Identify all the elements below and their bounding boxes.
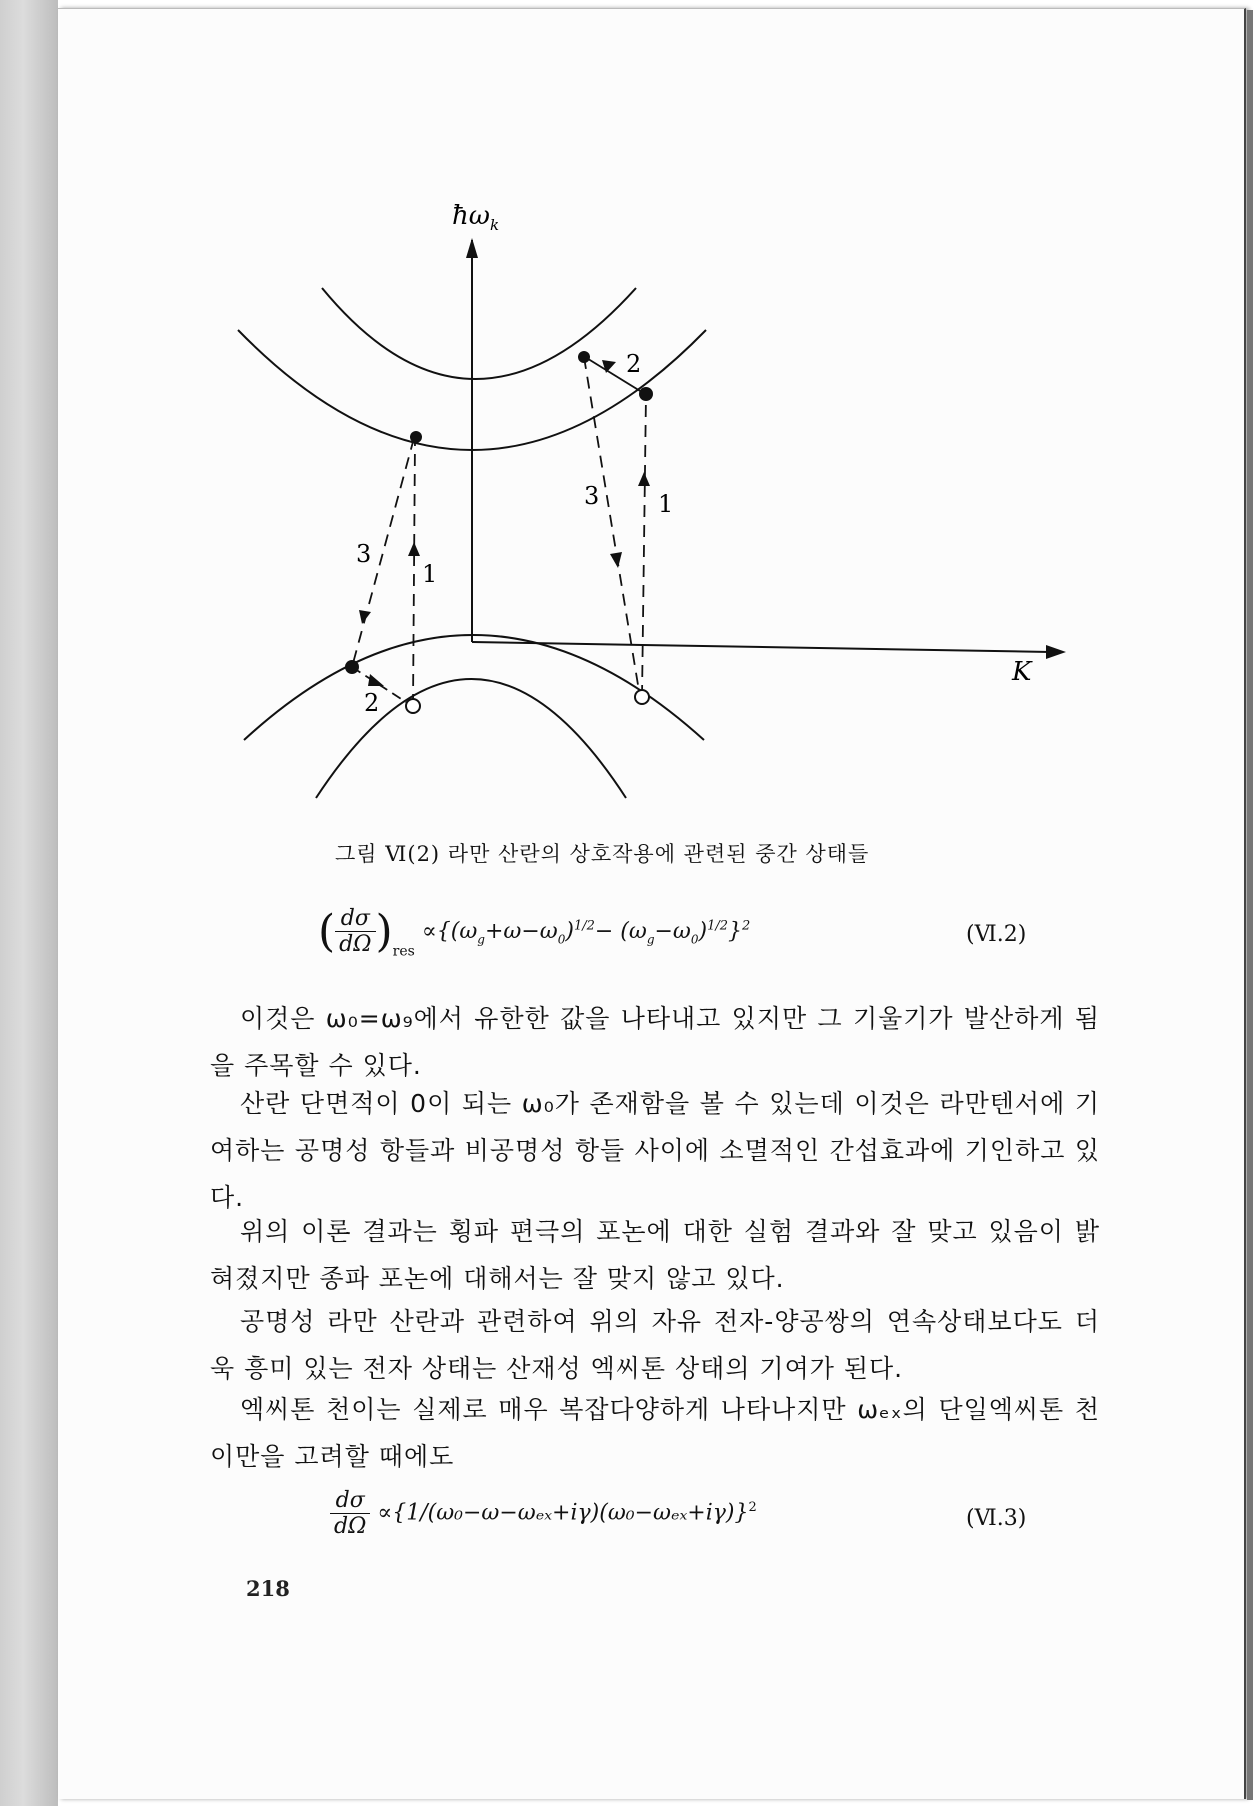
lower-inner-curve <box>316 679 626 798</box>
right-arrow-3 <box>610 552 622 568</box>
y-axis-label: $ħ\omega_k$ <box>452 201 500 234</box>
upper-inner-curve <box>322 288 636 379</box>
equation-vi-3-number: (Ⅵ.3) <box>966 1506 1027 1531</box>
paragraph-3: 위의 이론 결과는 횡파 편극의 포논에 대한 실험 결과와 잘 맞고 있음이 밝혀졌지만 종파 포논에 대해서는 잘 맞지 않고 있다. <box>210 1217 1100 1293</box>
x-axis-arrowhead <box>1046 645 1066 659</box>
equation-vi-2-number: (Ⅵ.2) <box>966 922 1027 947</box>
x-axis-label: K <box>1012 657 1032 687</box>
left-transition-1 <box>413 438 415 706</box>
right-label-1: 1 <box>658 490 674 518</box>
paragraph-5: 엑씨톤 천이는 실제로 매우 복잡다양하게 나타나지만 ωₑₓ의 단일엑씨톤 천이만을 고려할 때에도 <box>210 1395 1100 1471</box>
dispersion-figure <box>0 0 1259 820</box>
right-upper-dot-2 <box>639 387 653 401</box>
right-label-3: 3 <box>584 482 600 510</box>
right-arrow-1 <box>638 472 650 486</box>
left-label-1: 1 <box>422 560 438 588</box>
page-number: 218 <box>246 1576 290 1601</box>
equation-vi-2: ( $\frac{d\sigma}{d\Omega}$ )$_{res} \propto\{(\omega_g+\omega-\omega_0)^{1/2}- (\omega_g-\omega_0)^{1/2}\}^2$ <box>318 906 751 960</box>
paragraph-1: 이것은 ω₀=ω₉에서 유한한 값을 나타내고 있지만 그 기울기가 발산하게 됨을 주목할 수 있다. <box>210 1004 1100 1080</box>
paragraph-4: 공명성 라만 산란과 관련하여 위의 자유 전자-양공쌍의 연속상태보다도 더욱 흥미 있는 전자 상태는 산재성 엑씨톤 상태의 기여가 된다. <box>210 1307 1100 1383</box>
left-lower-dot <box>345 660 359 674</box>
equation-vi-3: $\frac{d\sigma}{d\Omega}$ $\propto\{1/(\omega_0-\omega-\omega_{ex}+i\gamma)(\omega_0-\omega_{ex}+i\gamma)\}^2$ <box>330 1488 757 1539</box>
right-label-2: 2 <box>626 350 642 378</box>
left-upper-dot <box>410 431 422 443</box>
right-transition-1 <box>642 394 646 697</box>
left-label-2: 2 <box>364 689 380 717</box>
right-lower-open-dot <box>635 690 649 704</box>
y-axis-arrowhead <box>466 238 478 258</box>
left-arrow-1 <box>408 542 420 556</box>
left-lower-open-dot <box>406 699 420 713</box>
figure-caption: 그림 Ⅵ(2) 라만 산란의 상호작용에 관련된 중간 상태들 <box>335 842 870 866</box>
left-arrow-2 <box>368 674 384 686</box>
paragraph-2: 산란 단면적이 0이 되는 ω₀가 존재함을 볼 수 있는데 이것은 라만텐서에 기여하는 공명성 항들과 비공명성 항들 사이에 소멸적인 간섭효과에 기인하고 있다. <box>210 1089 1100 1212</box>
lower-outer-curve <box>244 635 704 740</box>
left-transition-2 <box>352 667 412 706</box>
left-label-3: 3 <box>356 540 372 568</box>
right-upper-dot-1 <box>578 351 590 363</box>
